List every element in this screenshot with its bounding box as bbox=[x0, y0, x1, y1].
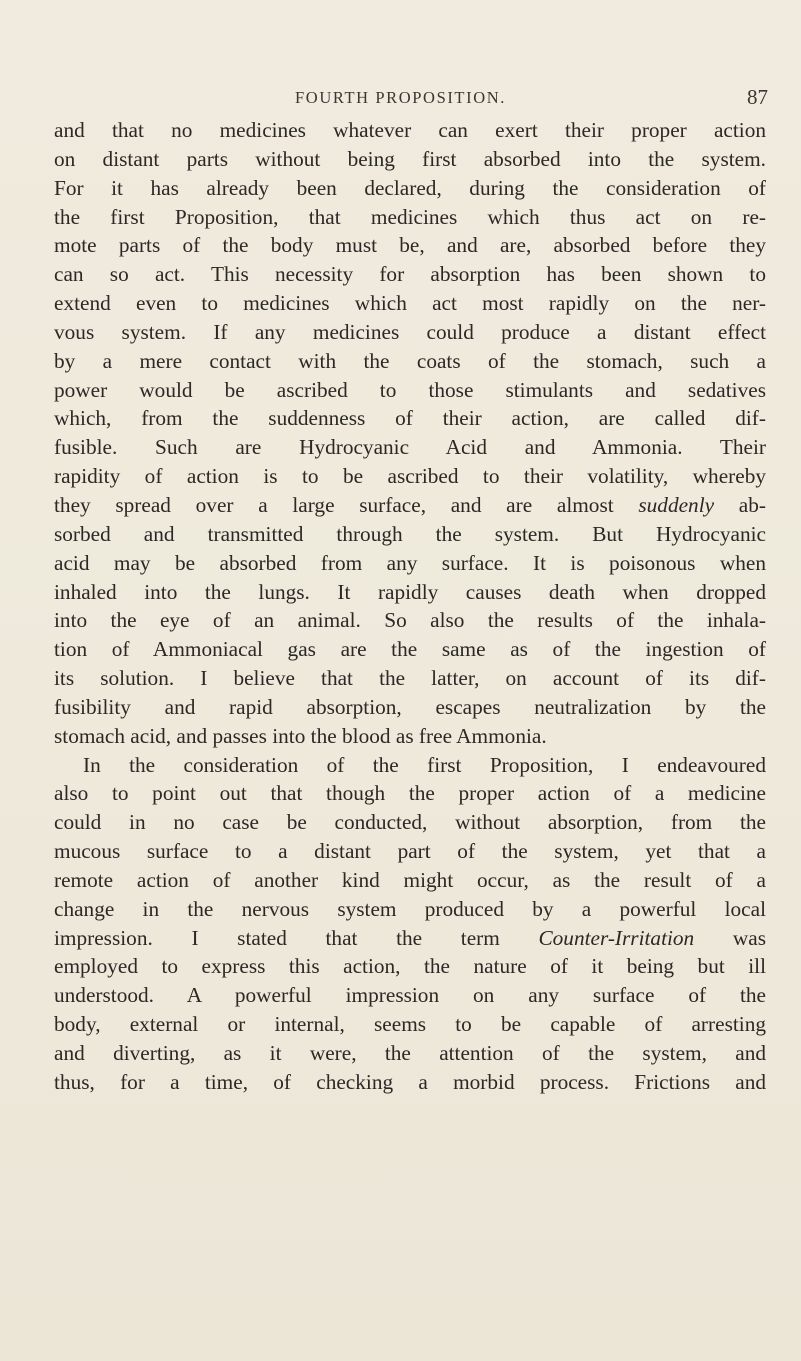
text-line bbox=[54, 924, 766, 953]
italic-word: suddenly bbox=[638, 492, 715, 517]
text-line: mucous surface to a distant part of the system, yet that a bbox=[54, 839, 766, 864]
text-line: remote action of another kind might occur, as the result of a bbox=[54, 867, 766, 892]
text-line: For it has already been declared, during the consideration of bbox=[54, 175, 766, 200]
text-line: fusible. Such are Hydrocyanic Acid and Ammonia. Their bbox=[54, 435, 766, 460]
page-number: 87 bbox=[747, 85, 768, 109]
text-line: body, external or internal, seems to be capable of arresting bbox=[54, 1012, 766, 1037]
text-line: employed to express this action, the nature of it being but ill bbox=[54, 954, 766, 979]
text-line: also to point out that though the proper action of a medicine bbox=[54, 781, 766, 806]
text-line: acid may be absorbed from any surface. It is poisonous when bbox=[54, 550, 766, 575]
text-line: can so act. This necessity for absorption has been shown to bbox=[54, 262, 766, 287]
text-line: thus, for a time, of checking a morbid process. Frictions and bbox=[54, 1069, 766, 1094]
text-line: power would be ascribed to those stimulants and sedatives bbox=[54, 377, 766, 402]
text-line: change in the nervous system produced by a powerful local bbox=[54, 896, 766, 921]
text-line: fusibility and rapid absorption, escapes neutralization by the bbox=[54, 694, 766, 719]
text-line: and diverting, as it were, the attention of the system, and bbox=[54, 1041, 766, 1065]
text-line: and that no medicines whatever can exert their proper action bbox=[54, 118, 766, 142]
text-line: mote parts of the body must be, and are, absorbed before they bbox=[54, 233, 766, 258]
text-line: its solution. I believe that the latter, on account of its dif- bbox=[54, 666, 766, 691]
text-line: by a mere contact with the coats of the stomach, such a bbox=[54, 348, 766, 373]
text-line: the first Proposition, that medicines which thus act on re- bbox=[54, 204, 766, 229]
text-line: inhaled into the lungs. It rapidly causes death when dropped bbox=[54, 579, 766, 604]
text-line: stomach acid, and passes into the blood as free Ammonia. bbox=[54, 723, 547, 748]
text-run: impression. I stated that the term bbox=[54, 925, 539, 950]
text-run: was bbox=[694, 925, 766, 950]
text-line: extend even to medicines which act most rapidly on the ner- bbox=[54, 291, 766, 316]
text-line: could in no case be conducted, without absorption, from the bbox=[54, 810, 766, 835]
text-line: sorbed and transmitted through the system. But Hydrocyanic bbox=[54, 521, 766, 546]
text-run: ab- bbox=[714, 492, 766, 517]
text-line-indented: In the consideration of the first Proposition, I endeavoured bbox=[83, 752, 766, 777]
text-line: which, from the suddenness of their action, are called dif- bbox=[54, 406, 766, 431]
text-line: into the eye of an animal. So also the results of the inhala- bbox=[54, 608, 766, 633]
body-text bbox=[54, 116, 766, 1097]
text-line bbox=[54, 491, 766, 520]
text-line: tion of Ammoniacal gas are the same as of the ingestion of bbox=[54, 637, 766, 662]
text-line: rapidity of action is to be ascribed to their volatility, whereby bbox=[54, 464, 766, 489]
text-line: on distant parts without being first absorbed into the system. bbox=[54, 146, 766, 171]
running-head bbox=[0, 85, 801, 118]
text-run: they spread over a large surface, and are almost bbox=[54, 492, 639, 517]
italic-word: Counter-Irritation bbox=[538, 925, 695, 950]
running-title: FOURTH PROPOSITION. bbox=[295, 88, 506, 107]
text-line: understood. A powerful impression on any surface of the bbox=[54, 983, 766, 1008]
text-line: vous system. If any medicines could produce a distant effect bbox=[54, 319, 766, 344]
